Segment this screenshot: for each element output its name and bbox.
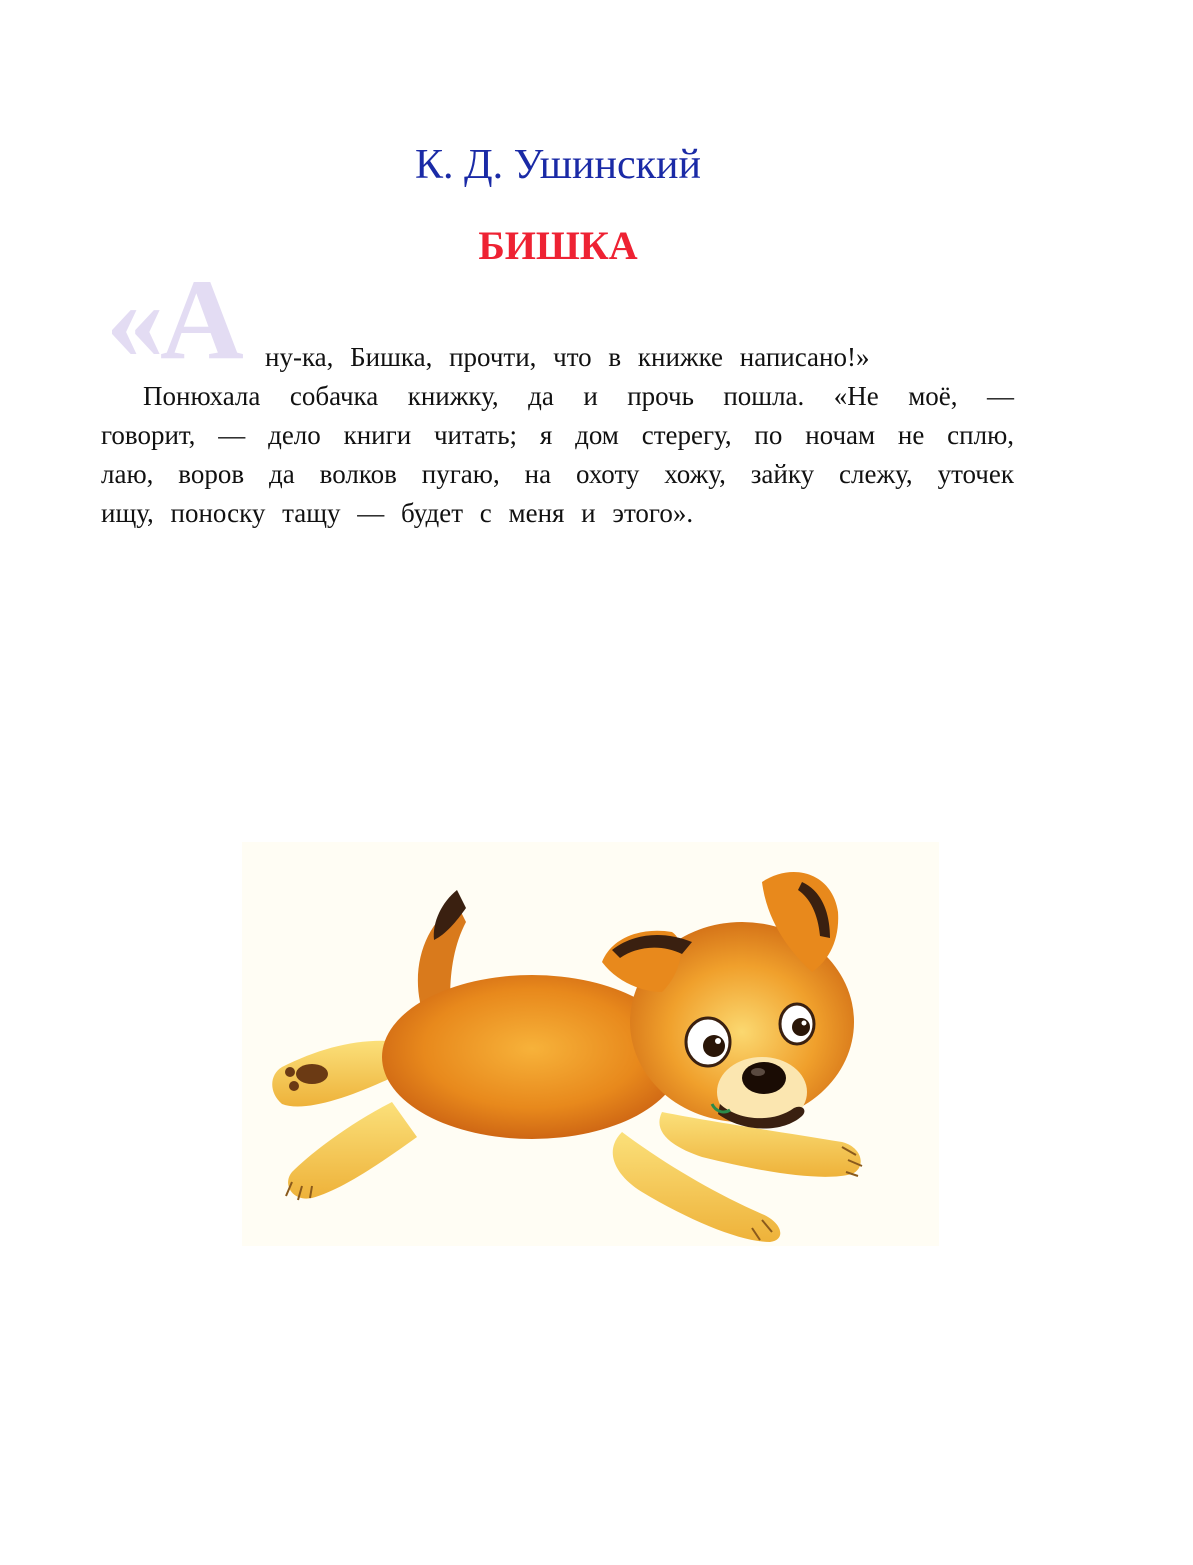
- puppy-illustration: [242, 842, 939, 1246]
- text-line-2: Понюхала собачка книжку, да и прочь пошла. «Не моё, —: [143, 381, 1014, 411]
- text-line-5: ищу, поноску тащу — будет с меня и этого».: [101, 498, 694, 528]
- text-line-1: ну-ка, Бишка, прочти, что в книжке написано!»: [265, 342, 870, 372]
- running-puppy-icon: [242, 842, 939, 1246]
- text-line-4: лаю, воров да волков пугаю, на охоту хожу, зайку слежу, уточек: [101, 459, 1014, 489]
- text-line-3: говорит, — дело книги читать; я дом стерегу, по ночам не сплю,: [101, 420, 1014, 450]
- story-title: БИШКА: [478, 223, 638, 268]
- author-name: К. Д. Ушинский: [414, 142, 701, 188]
- drop-cap: «А: [106, 256, 240, 384]
